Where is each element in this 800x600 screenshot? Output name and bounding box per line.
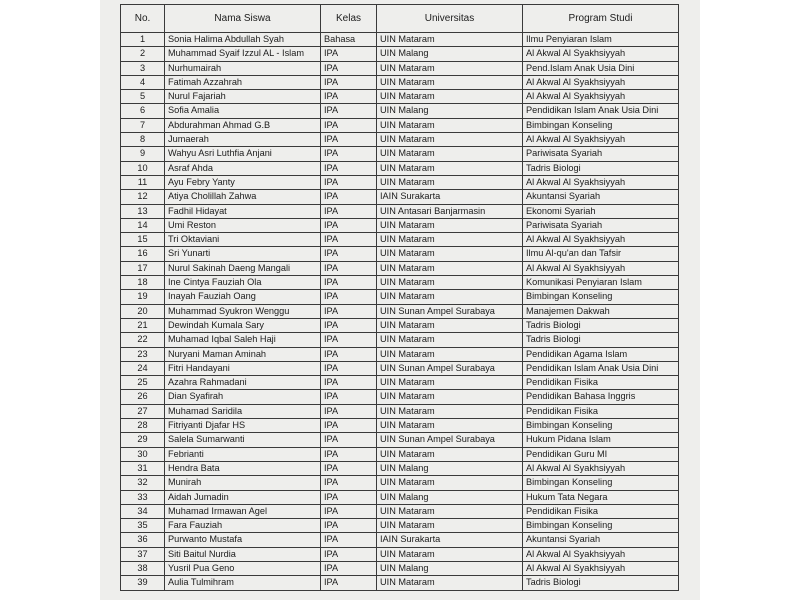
cell-program-studi: Akuntansi Syariah: [523, 533, 679, 547]
cell-kelas: IPA: [321, 61, 377, 75]
cell-universitas: UIN Mataram: [377, 90, 523, 104]
table-row: [121, 333, 679, 347]
table-row: [121, 161, 679, 175]
cell-program-studi: Al Akwal Al Syakhsiyyah: [523, 133, 679, 147]
cell-no: 2: [121, 47, 165, 61]
cell-universitas: UIN Mataram: [377, 447, 523, 461]
cell-universitas: UIN Mataram: [377, 276, 523, 290]
cell-no: 34: [121, 504, 165, 518]
table-row: [121, 118, 679, 132]
table-row: [121, 33, 679, 47]
cell-universitas: UIN Mataram: [377, 133, 523, 147]
cell-no: 23: [121, 347, 165, 361]
cell-nama-siswa: Sonia Halima Abdullah Syah: [165, 33, 321, 47]
cell-program-studi: Pariwisata Syariah: [523, 218, 679, 232]
cell-kelas: IPA: [321, 547, 377, 561]
cell-program-studi: Al Akwal Al Syakhsiyyah: [523, 233, 679, 247]
table-row: [121, 147, 679, 161]
cell-nama-siswa: Salela Sumarwanti: [165, 433, 321, 447]
cell-no: 7: [121, 118, 165, 132]
table-row: [121, 533, 679, 547]
cell-nama-siswa: Ayu Febry Yanty: [165, 175, 321, 189]
cell-kelas: IPA: [321, 433, 377, 447]
cell-program-studi: Hukum Pidana Islam: [523, 433, 679, 447]
table-row: [121, 90, 679, 104]
table-row: [121, 233, 679, 247]
cell-program-studi: Al Akwal Al Syakhsiyyah: [523, 47, 679, 61]
cell-program-studi: Pendidikan Islam Anak Usia Dini: [523, 104, 679, 118]
cell-no: 35: [121, 519, 165, 533]
cell-no: 20: [121, 304, 165, 318]
cell-kelas: IPA: [321, 175, 377, 189]
cell-program-studi: Al Akwal Al Syakhsiyyah: [523, 75, 679, 89]
cell-kelas: IPA: [321, 75, 377, 89]
cell-nama-siswa: Fadhil Hidayat: [165, 204, 321, 218]
cell-kelas: IPA: [321, 233, 377, 247]
cell-universitas: UIN Mataram: [377, 161, 523, 175]
cell-universitas: UIN Sunan Ampel Surabaya: [377, 361, 523, 375]
table-header-row: [121, 5, 679, 33]
cell-universitas: UIN Mataram: [377, 504, 523, 518]
cell-kelas: IPA: [321, 519, 377, 533]
cell-universitas: UIN Mataram: [377, 61, 523, 75]
table-row: [121, 290, 679, 304]
cell-kelas: IPA: [321, 533, 377, 547]
header-no: No.: [121, 5, 165, 33]
cell-no: 38: [121, 561, 165, 575]
cell-nama-siswa: Asraf Ahda: [165, 161, 321, 175]
cell-no: 12: [121, 190, 165, 204]
cell-nama-siswa: Febrianti: [165, 447, 321, 461]
cell-program-studi: Pendidikan Islam Anak Usia Dini: [523, 361, 679, 375]
cell-no: 21: [121, 318, 165, 332]
cell-nama-siswa: Jumaerah: [165, 133, 321, 147]
cell-no: 30: [121, 447, 165, 461]
header-program-studi: Program Studi: [523, 5, 679, 33]
cell-universitas: UIN Malang: [377, 561, 523, 575]
cell-universitas: UIN Mataram: [377, 347, 523, 361]
table-row: [121, 218, 679, 232]
cell-nama-siswa: Purwanto Mustafa: [165, 533, 321, 547]
cell-universitas: UIN Mataram: [377, 261, 523, 275]
cell-no: 1: [121, 33, 165, 47]
table-row: [121, 318, 679, 332]
cell-kelas: IPA: [321, 147, 377, 161]
cell-kelas: IPA: [321, 490, 377, 504]
cell-nama-siswa: Muhammad Syaif Izzul AL - Islam: [165, 47, 321, 61]
cell-nama-siswa: Hendra Bata: [165, 461, 321, 475]
cell-program-studi: Ilmu Penyiaran Islam: [523, 33, 679, 47]
cell-nama-siswa: Sri Yunarti: [165, 247, 321, 261]
header-nama-siswa: Nama Siswa: [165, 5, 321, 33]
cell-program-studi: Bimbingan Konseling: [523, 519, 679, 533]
cell-nama-siswa: Siti Baitul Nurdia: [165, 547, 321, 561]
cell-nama-siswa: Wahyu Asri Luthfia Anjani: [165, 147, 321, 161]
table-row: [121, 104, 679, 118]
cell-nama-siswa: Munirah: [165, 476, 321, 490]
cell-universitas: UIN Mataram: [377, 333, 523, 347]
cell-universitas: UIN Malang: [377, 104, 523, 118]
cell-program-studi: Tadris Biologi: [523, 333, 679, 347]
cell-program-studi: Bimbingan Konseling: [523, 290, 679, 304]
cell-kelas: IPA: [321, 161, 377, 175]
cell-no: 9: [121, 147, 165, 161]
cell-program-studi: Akuntansi Syariah: [523, 190, 679, 204]
cell-universitas: UIN Mataram: [377, 218, 523, 232]
cell-nama-siswa: Nurul Sakinah Daeng Mangali: [165, 261, 321, 275]
cell-universitas: UIN Mataram: [377, 247, 523, 261]
table-row: [121, 419, 679, 433]
cell-program-studi: Komunikasi Penyiaran Islam: [523, 276, 679, 290]
cell-nama-siswa: Fitri Handayani: [165, 361, 321, 375]
table-row: [121, 433, 679, 447]
table-row: [121, 504, 679, 518]
table-row: [121, 190, 679, 204]
table-row: [121, 261, 679, 275]
cell-universitas: UIN Mataram: [377, 33, 523, 47]
cell-no: 18: [121, 276, 165, 290]
cell-kelas: IPA: [321, 404, 377, 418]
cell-universitas: UIN Mataram: [377, 290, 523, 304]
cell-universitas: UIN Mataram: [377, 318, 523, 332]
cell-kelas: IPA: [321, 419, 377, 433]
cell-program-studi: Manajemen Dakwah: [523, 304, 679, 318]
cell-nama-siswa: Dian Syafirah: [165, 390, 321, 404]
cell-universitas: UIN Mataram: [377, 419, 523, 433]
cell-universitas: UIN Mataram: [377, 75, 523, 89]
cell-nama-siswa: Abdurahman Ahmad G.B: [165, 118, 321, 132]
cell-no: 14: [121, 218, 165, 232]
document-page: [100, 0, 700, 600]
cell-nama-siswa: Dewindah Kumala Sary: [165, 318, 321, 332]
cell-program-studi: Al Akwal Al Syakhsiyyah: [523, 90, 679, 104]
cell-universitas: UIN Mataram: [377, 147, 523, 161]
cell-nama-siswa: Sofia Amalia: [165, 104, 321, 118]
cell-universitas: IAIN Surakarta: [377, 533, 523, 547]
cell-nama-siswa: Aulia Tulmihram: [165, 576, 321, 590]
cell-universitas: UIN Mataram: [377, 547, 523, 561]
cell-program-studi: Pendidikan Fisika: [523, 376, 679, 390]
cell-universitas: UIN Mataram: [377, 576, 523, 590]
table-row: [121, 390, 679, 404]
cell-nama-siswa: Ine Cintya Fauziah Ola: [165, 276, 321, 290]
cell-program-studi: Tadris Biologi: [523, 161, 679, 175]
cell-kelas: IPA: [321, 504, 377, 518]
cell-no: 28: [121, 419, 165, 433]
table-row: [121, 204, 679, 218]
cell-no: 31: [121, 461, 165, 475]
header-universitas: Universitas: [377, 5, 523, 33]
cell-nama-siswa: Muhamad Irmawan Agel: [165, 504, 321, 518]
cell-universitas: UIN Mataram: [377, 519, 523, 533]
cell-no: 22: [121, 333, 165, 347]
cell-no: 24: [121, 361, 165, 375]
table-row: [121, 347, 679, 361]
cell-program-studi: Al Akwal Al Syakhsiyyah: [523, 175, 679, 189]
cell-program-studi: Al Akwal Al Syakhsiyyah: [523, 261, 679, 275]
cell-kelas: IPA: [321, 204, 377, 218]
cell-nama-siswa: Fitriyanti Djafar HS: [165, 419, 321, 433]
cell-kelas: IPA: [321, 333, 377, 347]
cell-nama-siswa: Umi Reston: [165, 218, 321, 232]
cell-kelas: IPA: [321, 376, 377, 390]
cell-program-studi: Ilmu Al-qu'an dan Tafsir: [523, 247, 679, 261]
table-row: [121, 404, 679, 418]
table-row: [121, 547, 679, 561]
cell-program-studi: Pend.Islam Anak Usia Dini: [523, 61, 679, 75]
cell-program-studi: Tadris Biologi: [523, 318, 679, 332]
cell-universitas: UIN Mataram: [377, 476, 523, 490]
table-row: [121, 476, 679, 490]
student-table: [120, 4, 679, 591]
cell-no: 13: [121, 204, 165, 218]
cell-no: 32: [121, 476, 165, 490]
cell-no: 37: [121, 547, 165, 561]
cell-no: 25: [121, 376, 165, 390]
cell-program-studi: Bimbingan Konseling: [523, 419, 679, 433]
table-row: [121, 75, 679, 89]
cell-kelas: IPA: [321, 218, 377, 232]
cell-universitas: UIN Mataram: [377, 404, 523, 418]
table-row: [121, 576, 679, 590]
cell-universitas: UIN Mataram: [377, 175, 523, 189]
table-row: [121, 61, 679, 75]
cell-kelas: IPA: [321, 190, 377, 204]
table-row: [121, 490, 679, 504]
cell-kelas: IPA: [321, 133, 377, 147]
cell-kelas: IPA: [321, 447, 377, 461]
cell-no: 39: [121, 576, 165, 590]
cell-kelas: IPA: [321, 90, 377, 104]
cell-nama-siswa: Muhamad Saridila: [165, 404, 321, 418]
cell-kelas: IPA: [321, 476, 377, 490]
cell-universitas: UIN Malang: [377, 461, 523, 475]
table-row: [121, 276, 679, 290]
cell-kelas: IPA: [321, 47, 377, 61]
cell-kelas: IPA: [321, 390, 377, 404]
cell-universitas: UIN Mataram: [377, 233, 523, 247]
cell-universitas: UIN Sunan Ampel Surabaya: [377, 304, 523, 318]
cell-universitas: UIN Antasari Banjarmasin: [377, 204, 523, 218]
cell-nama-siswa: Nurul Fajariah: [165, 90, 321, 104]
cell-nama-siswa: Tri Oktaviani: [165, 233, 321, 247]
cell-kelas: Bahasa: [321, 33, 377, 47]
table-body: [121, 33, 679, 591]
cell-kelas: IPA: [321, 104, 377, 118]
cell-kelas: IPA: [321, 576, 377, 590]
cell-program-studi: Pendidikan Fisika: [523, 504, 679, 518]
cell-program-studi: Al Akwal Al Syakhsiyyah: [523, 561, 679, 575]
cell-no: 19: [121, 290, 165, 304]
cell-universitas: UIN Sunan Ampel Surabaya: [377, 433, 523, 447]
cell-no: 29: [121, 433, 165, 447]
table-row: [121, 447, 679, 461]
cell-program-studi: Al Akwal Al Syakhsiyyah: [523, 547, 679, 561]
cell-nama-siswa: Nuryani Maman Aminah: [165, 347, 321, 361]
cell-no: 16: [121, 247, 165, 261]
cell-universitas: UIN Mataram: [377, 118, 523, 132]
table-row: [121, 247, 679, 261]
table-row: [121, 361, 679, 375]
cell-no: 5: [121, 90, 165, 104]
cell-program-studi: Pendidikan Fisika: [523, 404, 679, 418]
table-row: [121, 133, 679, 147]
cell-nama-siswa: Inayah Fauziah Oang: [165, 290, 321, 304]
cell-no: 4: [121, 75, 165, 89]
cell-nama-siswa: Yusril Pua Geno: [165, 561, 321, 575]
cell-program-studi: Bimbingan Konseling: [523, 118, 679, 132]
cell-universitas: UIN Mataram: [377, 376, 523, 390]
table-row: [121, 175, 679, 189]
cell-program-studi: Pariwisata Syariah: [523, 147, 679, 161]
cell-no: 11: [121, 175, 165, 189]
cell-kelas: IPA: [321, 247, 377, 261]
cell-no: 10: [121, 161, 165, 175]
cell-nama-siswa: Fara Fauziah: [165, 519, 321, 533]
cell-program-studi: Hukum Tata Negara: [523, 490, 679, 504]
table-row: [121, 376, 679, 390]
cell-no: 3: [121, 61, 165, 75]
cell-no: 6: [121, 104, 165, 118]
cell-program-studi: Pendidikan Bahasa Inggris: [523, 390, 679, 404]
cell-no: 17: [121, 261, 165, 275]
cell-kelas: IPA: [321, 261, 377, 275]
cell-universitas: IAIN Surakarta: [377, 190, 523, 204]
table-row: [121, 304, 679, 318]
cell-nama-siswa: Muhamad Iqbal Saleh Haji: [165, 333, 321, 347]
cell-no: 15: [121, 233, 165, 247]
table-row: [121, 47, 679, 61]
cell-kelas: IPA: [321, 561, 377, 575]
cell-program-studi: Al Akwal Al Syakhsiyyah: [523, 461, 679, 475]
cell-universitas: UIN Malang: [377, 490, 523, 504]
cell-kelas: IPA: [321, 276, 377, 290]
cell-program-studi: Bimbingan Konseling: [523, 476, 679, 490]
cell-nama-siswa: Azahra Rahmadani: [165, 376, 321, 390]
table-row: [121, 519, 679, 533]
cell-kelas: IPA: [321, 290, 377, 304]
cell-program-studi: Tadris Biologi: [523, 576, 679, 590]
cell-nama-siswa: Muhammad Syukron Wenggu: [165, 304, 321, 318]
cell-no: 33: [121, 490, 165, 504]
cell-nama-siswa: Fatimah Azzahrah: [165, 75, 321, 89]
cell-program-studi: Pendidikan Agama Islam: [523, 347, 679, 361]
cell-no: 27: [121, 404, 165, 418]
cell-program-studi: Pendidikan Guru MI: [523, 447, 679, 461]
header-kelas: Kelas: [321, 5, 377, 33]
table-row: [121, 561, 679, 575]
cell-kelas: IPA: [321, 461, 377, 475]
cell-universitas: UIN Mataram: [377, 390, 523, 404]
table-row: [121, 461, 679, 475]
cell-kelas: IPA: [321, 361, 377, 375]
cell-no: 36: [121, 533, 165, 547]
cell-nama-siswa: Atiya Cholillah Zahwa: [165, 190, 321, 204]
cell-program-studi: Ekonomi Syariah: [523, 204, 679, 218]
cell-kelas: IPA: [321, 118, 377, 132]
cell-universitas: UIN Malang: [377, 47, 523, 61]
cell-kelas: IPA: [321, 304, 377, 318]
cell-kelas: IPA: [321, 318, 377, 332]
cell-no: 8: [121, 133, 165, 147]
cell-kelas: IPA: [321, 347, 377, 361]
cell-nama-siswa: Nurhumairah: [165, 61, 321, 75]
cell-nama-siswa: Aidah Jumadin: [165, 490, 321, 504]
cell-no: 26: [121, 390, 165, 404]
